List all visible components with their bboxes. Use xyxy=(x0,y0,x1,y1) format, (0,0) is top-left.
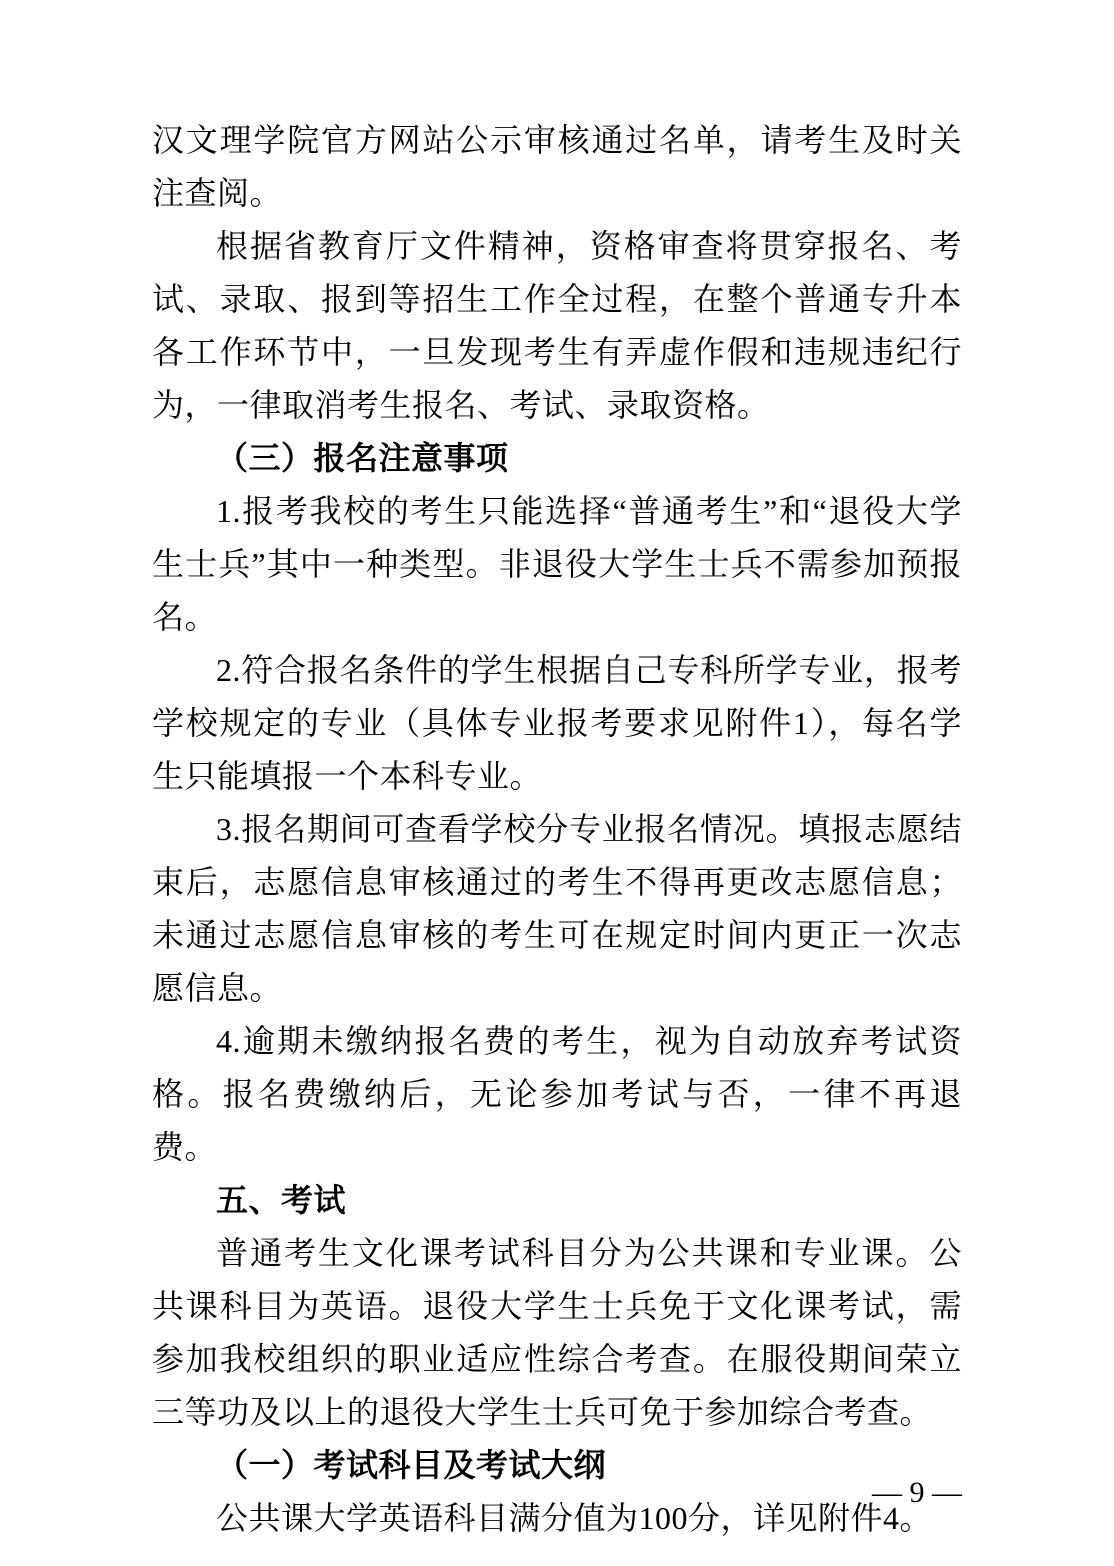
page-number: — 9 — xyxy=(872,1476,962,1509)
sub-heading-exam-subjects: （一）考试科目及考试大纲 xyxy=(216,1447,607,1483)
page-footer xyxy=(872,1476,962,1510)
numbered-item-4: 4.逾期未缴纳报名费的考生，视为自动放弃考试资格。报名费缴纳后，无论参加考试与否，一律不再退费。 xyxy=(152,1023,962,1165)
document-body xyxy=(152,114,962,1545)
paragraph-english-score: 公共课大学英语科目满分值为100分，详见附件4。 xyxy=(216,1500,933,1536)
sub-heading-registration-notes: （三）报名注意事项 xyxy=(216,440,509,476)
numbered-item-2: 2.符合报名条件的学生根据自己专科所学专业，报考学校规定的专业（具体专业报考要求见附件1），每名学生只能填报一个本科专业。 xyxy=(152,652,962,794)
paragraph-exam-overview: 普通考生文化课考试科目分为公共课和专业课。公共课科目为英语。退役大学生士兵免于文化课考试，需参加我校组织的职业适应性综合考查。在服役期间荣立三等功及以上的退役大学生士兵可免于参加综合考查。 xyxy=(152,1235,962,1430)
numbered-item-1: 1.报考我校的考生只能选择“普通考生”和“退役大学生士兵”其中一种类型。非退役大学生士兵不需参加预报名。 xyxy=(152,493,962,635)
chapter-heading-exam: 五、考试 xyxy=(216,1182,347,1218)
paragraph-continuation: 汉文理学院官方网站公示审核通过名单，请考生及时关注查阅。 xyxy=(152,122,962,211)
paragraph-qualification-review: 根据省教育厅文件精神，资格审查将贯穿报名、考试、录取、报到等招生工作全过程，在整个普通专升本各工作环节中，一旦发现考生有弄虚作假和违规违纪行为，一律取消考生报名、考试、录取资格。 xyxy=(152,228,962,423)
numbered-item-3: 3.报名期间可查看学校分专业报名情况。填报志愿结束后，志愿信息审核通过的考生不得再更改志愿信息；未通过志愿信息审核的考生可在规定时间内更正一次志愿信息。 xyxy=(152,811,962,1006)
